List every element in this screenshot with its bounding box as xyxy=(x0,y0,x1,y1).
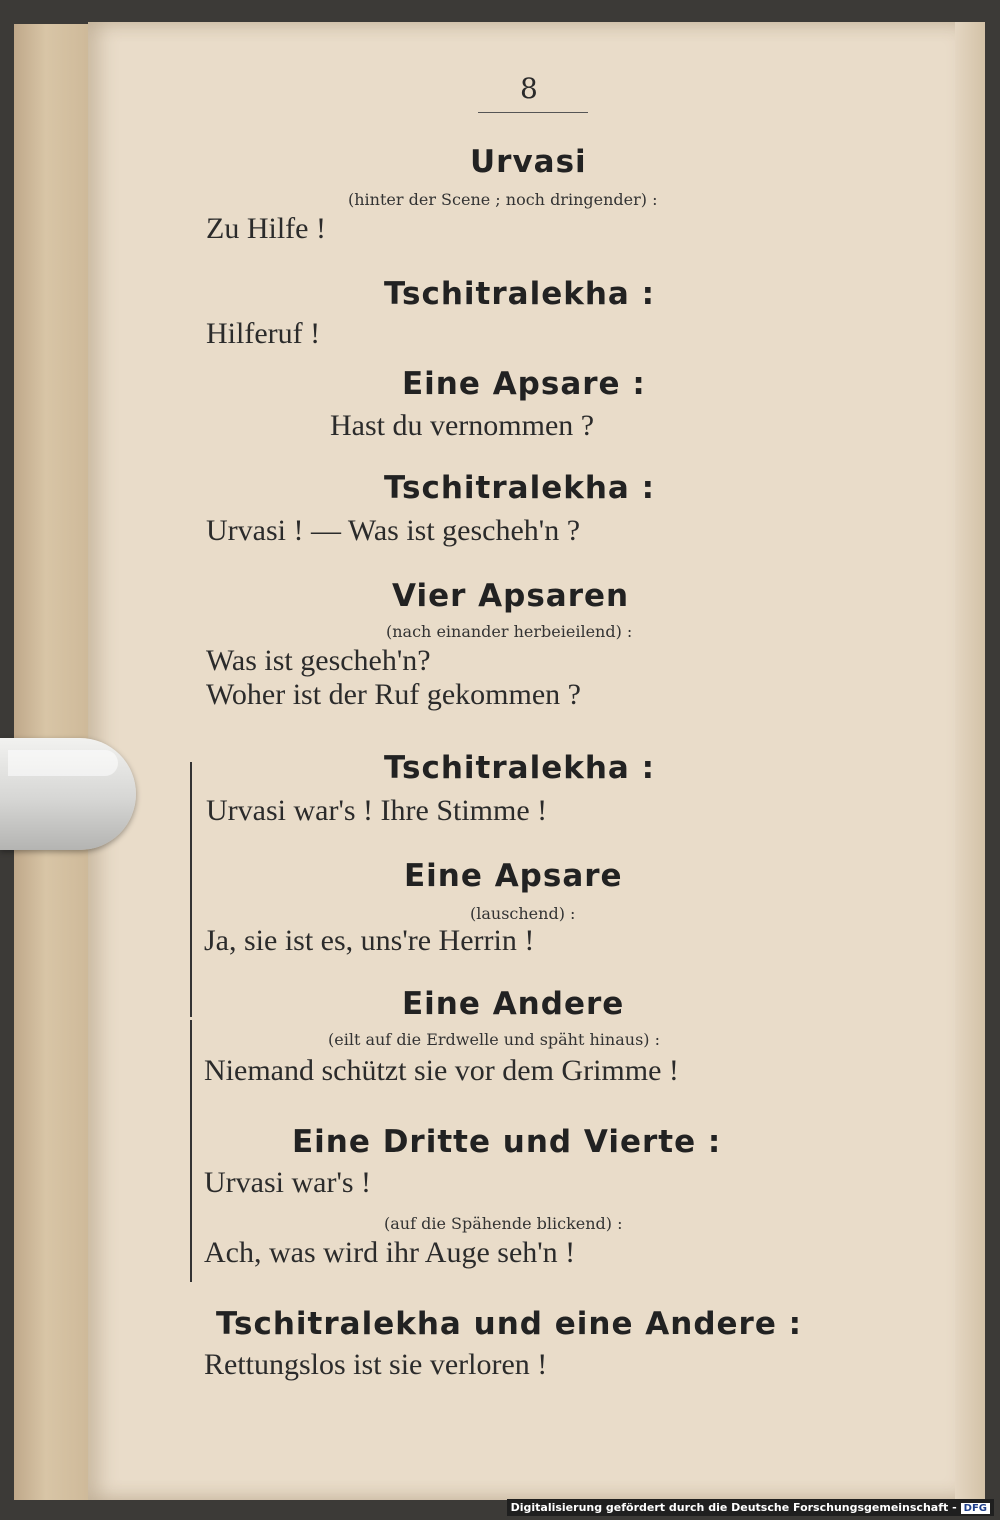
dialogue-line: Hast du vernommen ? xyxy=(330,409,595,442)
speaker-name: Tschitralekha : xyxy=(384,276,656,312)
stage-direction: (hinter der Scene ; noch dringender) : xyxy=(348,190,658,209)
dialogue-line: Urvasi war's ! xyxy=(204,1166,372,1199)
footer-text: Digitalisierung gefördert durch die Deutsche Forschungsgemeinschaft - xyxy=(510,1501,957,1514)
dialogue-line: Rettungslos ist sie verloren ! xyxy=(204,1348,548,1381)
margin-bracket xyxy=(190,1020,202,1282)
speaker-name: Vier Apsaren xyxy=(392,578,630,614)
dialogue-line: Woher ist der Ruf gekommen ? xyxy=(206,678,581,711)
speaker-name: Tschitralekha : xyxy=(384,750,656,786)
speaker-name: Eine Dritte und Vierte : xyxy=(292,1124,722,1160)
dialogue-line: Ja, sie ist es, uns're Herrin ! xyxy=(204,924,535,957)
dialogue-line: Ach, was wird ihr Auge seh'n ! xyxy=(204,1236,576,1269)
page-number: 8 xyxy=(520,72,538,105)
page-number-rule xyxy=(478,112,588,113)
margin-bracket xyxy=(190,762,202,1017)
speaker-name: Tschitralekha : xyxy=(384,470,656,506)
dialogue-line: Urvasi war's ! Ihre Stimme ! xyxy=(206,794,548,827)
stage-direction: (nach einander herbeieilend) : xyxy=(386,622,633,641)
speaker-name: Eine Andere xyxy=(402,986,625,1022)
dialogue-line: Urvasi ! — Was ist gescheh'n ? xyxy=(206,514,581,547)
page-clip-highlight xyxy=(8,750,118,776)
dialogue-line: Niemand schützt sie vor dem Grimme ! xyxy=(204,1054,679,1087)
speaker-name: Eine Apsare xyxy=(404,858,623,894)
speaker-name: Tschitralekha und eine Andere : xyxy=(216,1306,803,1342)
stage-direction: (lauschend) : xyxy=(470,904,576,923)
stage-direction: (auf die Spähende blickend) : xyxy=(384,1214,623,1233)
speaker-name: Urvasi xyxy=(470,144,587,180)
dialogue-line: Was ist gescheh'n? xyxy=(206,644,431,677)
page-right-edge xyxy=(955,22,985,1500)
stage-direction: (eilt auf die Erdwelle und späht hinaus) : xyxy=(328,1030,660,1049)
dialogue-line: Hilferuf ! xyxy=(206,317,321,350)
speaker-name: Eine Apsare : xyxy=(402,366,646,402)
dialogue-line: Zu Hilfe ! xyxy=(206,212,326,245)
digitization-footer xyxy=(507,1499,994,1516)
dfg-logo: DFG xyxy=(961,1503,990,1514)
